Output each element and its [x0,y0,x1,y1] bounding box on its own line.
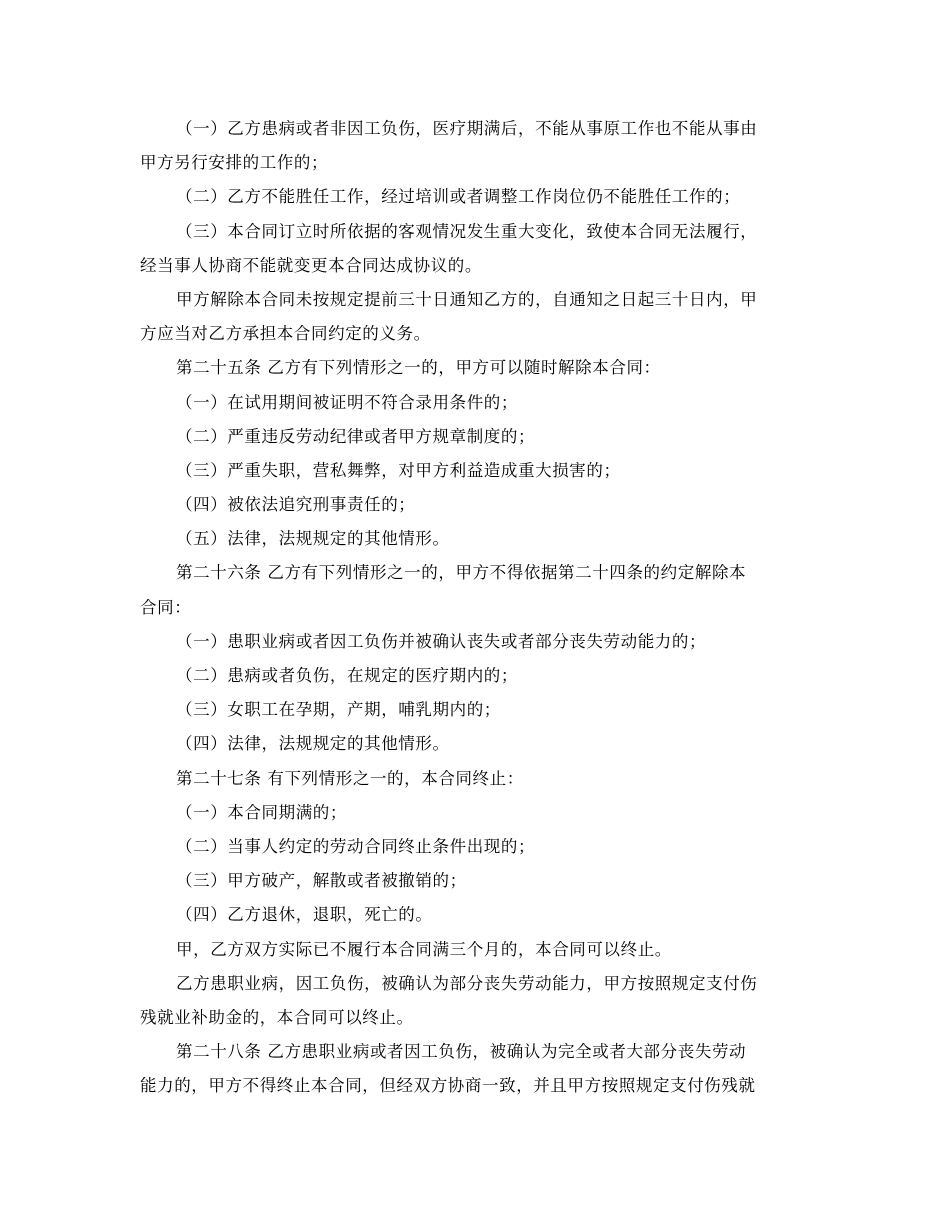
text-line: 方应当对乙方承担本合同约定的义务。 [140,324,431,344]
document-page [140,112,812,1103]
text-line: （二）乙方不能胜任工作，经过培训或者调整工作岗位仍不能胜任工作的； [176,187,741,207]
text-line: 乙方患职业病，因工负伤，被确认为部分丧失劳动能力，甲方按照规定支付伤 [176,973,758,993]
text-line: （一）乙方患病或者非因工负伤，医疗期满后，不能从事原工作也不能从事由 [176,119,758,138]
text-line: （二）严重违反劳动纪律或者甲方规章制度的； [176,426,536,446]
text-line: （一）患职业病或者因工负伤并被确认丧失或者部分丧失劳动能力的； [176,631,707,651]
text-line: （四）被依法追究刑事责任的； [176,495,416,515]
article-heading-28: 第二十八条 乙方患职业病或者因工负伤，被确认为完全或者大部分丧失劳动 [176,1042,747,1062]
article-heading-26: 第二十六条 乙方有下列情形之一的，甲方不得依据第二十四条的约定解除本 [176,563,747,583]
text-line: （二）当事人约定的劳动合同终止条件出现的； [176,836,536,856]
article-heading-27: 第二十七条 有下列情形之一的，本合同终止： [176,768,524,788]
text-line: 能力的，甲方不得终止本合同，但经双方协商一致，并且甲方按照规定支付伤残就 [140,1076,756,1096]
text-line: 合同： [140,597,192,617]
text-line: （三）本合同订立时所依据的客观情况发生重大变化，致使本合同无法履行， [176,221,758,241]
text-line: （三）女职工在孕期，产期，哺乳期内的； [176,700,501,720]
text-line: （三）甲方破产，解散或者被撤销的； [176,871,467,891]
text-line: （三）严重失职，营私舞弊，对甲方利益造成重大损害的； [176,460,621,480]
text-line: 甲方另行安排的工作的； [140,153,329,173]
text-line: 残就业补助金的，本合同可以终止。 [140,1007,414,1027]
text-line: （二）患病或者负伤，在规定的医疗期内的； [176,666,518,685]
text-line: 甲方解除本合同未按规定提前三十日通知乙方的，自通知之日起三十日内，甲 [176,289,758,309]
article-heading-25: 第二十五条 乙方有下列情形之一的，甲方可以随时解除本合同： [176,358,661,378]
text-line: （四）乙方退休，退职，死亡的。 [176,905,433,925]
text-line: 甲，乙方双方实际已不履行本合同满三个月的，本合同可以终止。 [176,939,672,959]
text-line: （四）法律，法规规定的其他情形。 [176,734,450,754]
text-line: （五）法律，法规规定的其他情形。 [176,529,450,549]
text-line: 经当事人协商不能就变更本合同达成协议的。 [140,255,482,275]
text-line: （一）本合同期满的； [176,802,347,822]
text-line: （一）在试用期间被证明不符合录用条件的； [176,392,518,412]
